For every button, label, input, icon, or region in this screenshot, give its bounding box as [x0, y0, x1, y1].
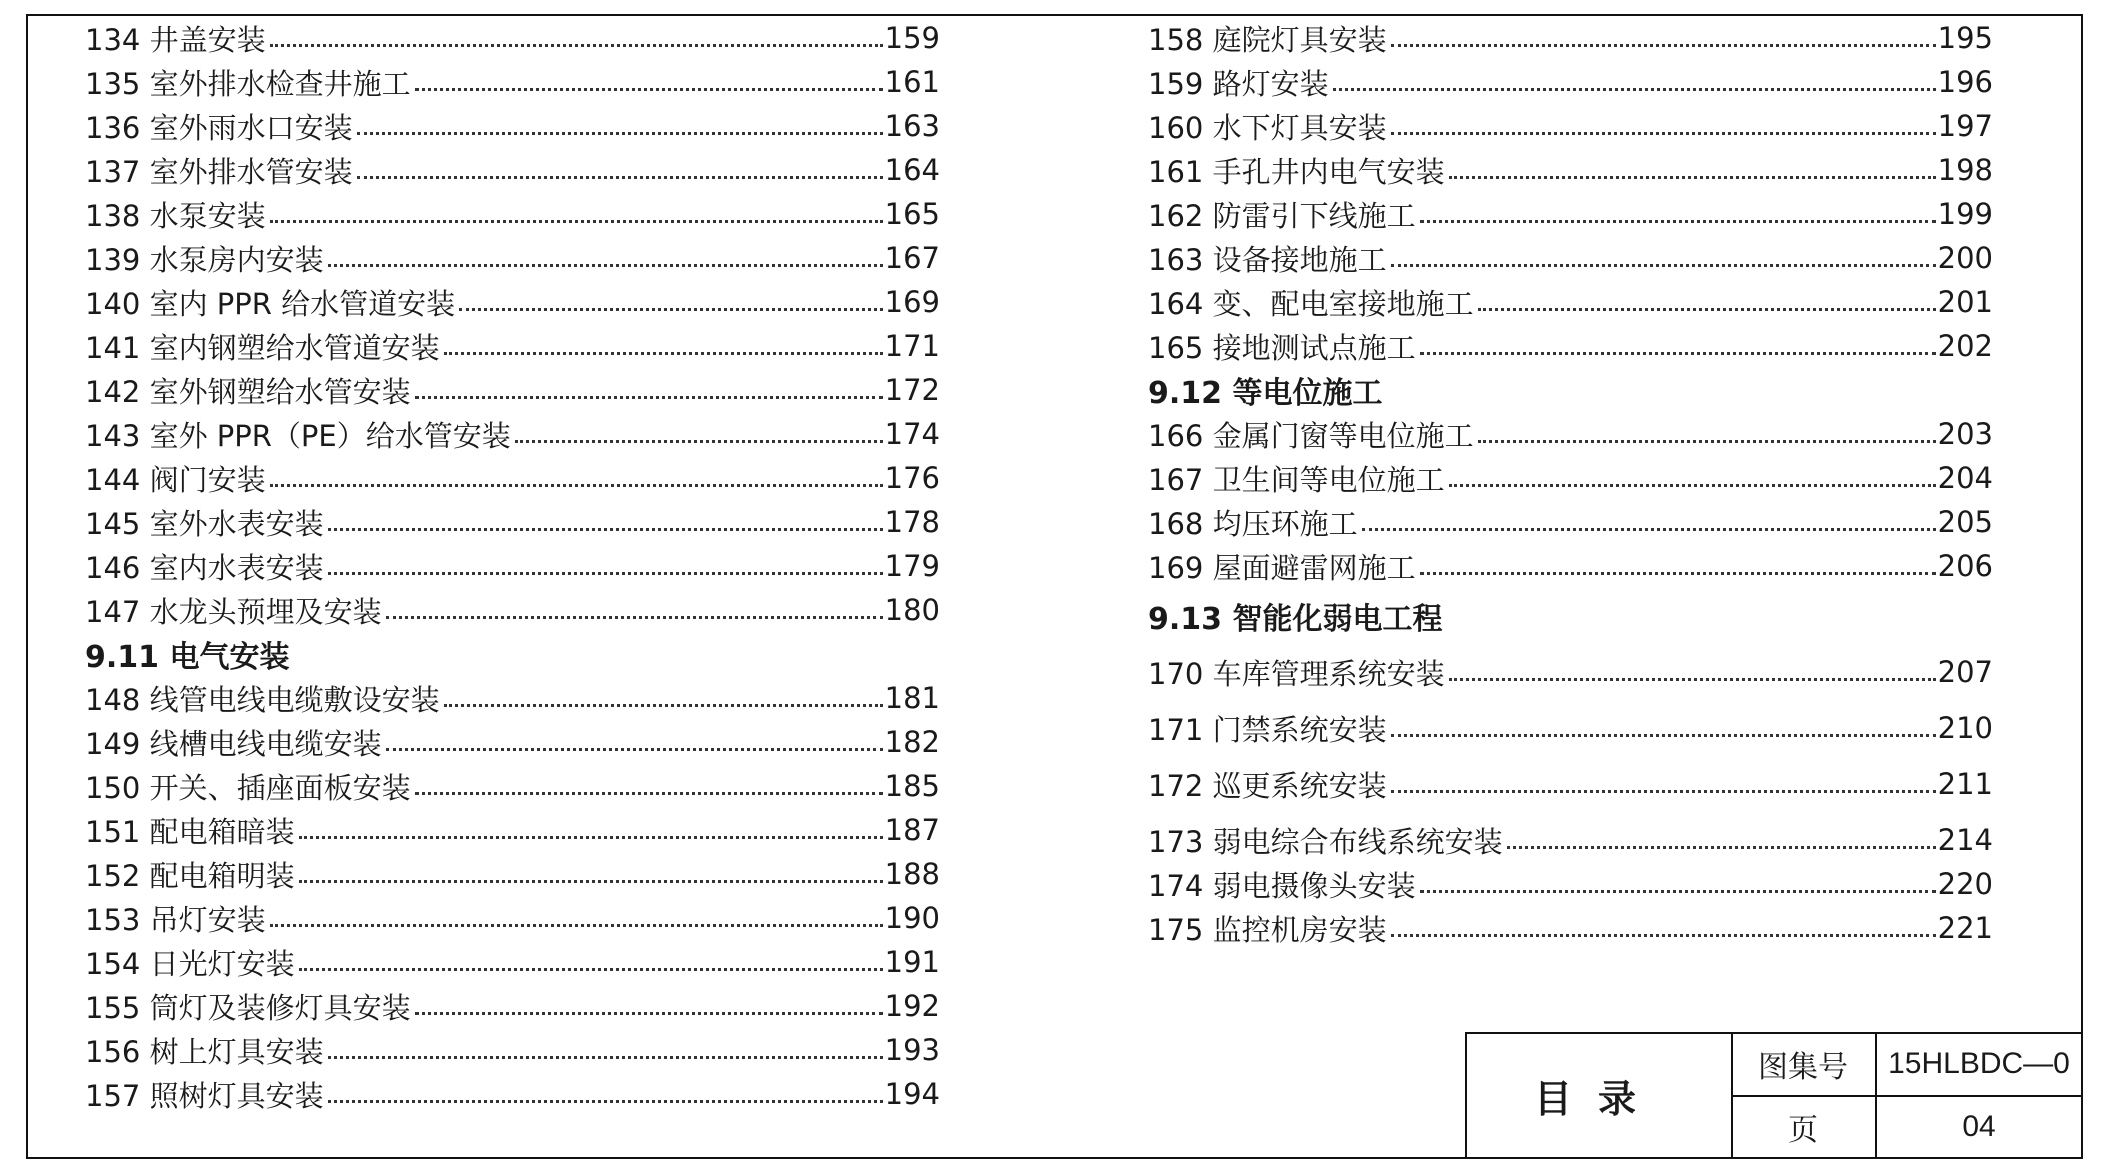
dot-leader: [328, 1056, 883, 1059]
toc-entry-page-number: 195: [1937, 21, 1993, 55]
toc-entry-page-number: 196: [1937, 65, 1993, 99]
toc-entry: [85, 896, 940, 940]
toc-entry-page-number: 181: [884, 681, 940, 715]
toc-entry-page-number: 185: [884, 769, 940, 803]
toc-entry-title: 174 弱电摄像头安装: [1148, 868, 1416, 903]
toc-entry-title: 137 室外排水管安装: [85, 154, 353, 189]
toc-entry-title: 150 开关、插座面板安装: [85, 770, 411, 805]
toc-entry: [1148, 60, 1993, 104]
toc-entry-page-number: 188: [884, 857, 940, 891]
toc-entry: [85, 280, 940, 324]
toc-entry-title: 147 水龙头预埋及安装: [85, 594, 382, 629]
toc-entry-page-number: 174: [884, 417, 940, 451]
toc-entry-title: 159 路灯安装: [1148, 66, 1329, 101]
toc-entry: [1148, 324, 1993, 368]
dot-leader: [444, 352, 883, 355]
toc-entry-title: 173 弱电综合布线系统安装: [1148, 824, 1503, 859]
toc-entry-title: 169 屋面避雷网施工: [1148, 550, 1416, 585]
toc-entry-page-number: 202: [1937, 329, 1993, 363]
toc-entry-title: 154 日光灯安装: [85, 946, 295, 981]
toc-entry-title: 142 室外钢塑给水管安装: [85, 374, 411, 409]
dot-leader: [1391, 132, 1936, 135]
toc-entry-title: 160 水下灯具安装: [1148, 110, 1387, 145]
dot-leader: [357, 176, 883, 179]
toc-entry: [85, 1028, 940, 1072]
toc-entry-title: 149 线槽电线电缆安装: [85, 726, 382, 761]
toc-entry-page-number: 179: [884, 549, 940, 583]
toc-entry: [1148, 16, 1993, 60]
toc-entry-title: 162 防雷引下线施工: [1148, 198, 1416, 233]
toc-entry-title: 164 变、配电室接地施工: [1148, 286, 1474, 321]
toc-entry-title: 144 阀门安装: [85, 462, 266, 497]
toc-left-column: [85, 16, 940, 1116]
toc-entry-page-number: 199: [1937, 197, 1993, 231]
dot-leader: [386, 748, 883, 751]
dot-leader: [1362, 528, 1936, 531]
dot-leader: [459, 308, 883, 311]
toc-entry-title: 152 配电箱明装: [85, 858, 295, 893]
dot-leader: [1391, 264, 1936, 267]
dot-leader: [328, 572, 883, 575]
toc-entry: [85, 544, 940, 588]
toc-entry: [85, 852, 940, 896]
toc-entry-page-number: 167: [884, 241, 940, 275]
dot-leader: [1391, 934, 1936, 937]
toc-entry-page-number: 210: [1937, 711, 1993, 745]
dot-leader: [444, 704, 883, 707]
toc-entry-title: 153 吊灯安装: [85, 902, 266, 937]
toc-entry-title: 175 监控机房安装: [1148, 912, 1387, 947]
toc-entry: [1148, 862, 1993, 906]
toc-entry-page-number: 203: [1937, 417, 1993, 451]
toc-entry: [85, 588, 940, 632]
toc-entry: [85, 368, 940, 412]
toc-entry-title: 171 门禁系统安装: [1148, 712, 1387, 747]
dot-leader: [515, 440, 883, 443]
toc-entry-page-number: 194: [884, 1077, 940, 1111]
toc-entry-title: 139 水泵房内安装: [85, 242, 324, 277]
toc-entry-title: 138 水泵安装: [85, 198, 266, 233]
dot-leader: [1391, 44, 1936, 47]
atlas-number-label: 图集号: [1758, 1050, 1848, 1085]
toc-entry-page-number: 206: [1937, 549, 1993, 583]
toc-entry-title: 167 卫生间等电位施工: [1148, 462, 1445, 497]
toc-entry-page-number: 220: [1937, 867, 1993, 901]
toc-entry-title: 141 室内钢塑给水管道安装: [85, 330, 440, 365]
toc-entry-page-number: 169: [884, 285, 940, 319]
toc-entry-page-number: 178: [884, 505, 940, 539]
toc-entry: [1148, 456, 1993, 500]
toc-entry-page-number: 164: [884, 153, 940, 187]
toc-entry-page-number: 163: [884, 109, 940, 143]
frame-right-line: [2081, 14, 2083, 1158]
dot-leader: [1391, 790, 1936, 793]
toc-entry-page-number: 207: [1937, 655, 1993, 689]
dot-leader: [270, 924, 883, 927]
toc-entry-page-number: 182: [884, 725, 940, 759]
toc-entry-title: 157 照树灯具安装: [85, 1078, 324, 1113]
toc-entry: [85, 148, 940, 192]
dot-leader: [1449, 484, 1936, 487]
toc-entry-title: 148 线管电线电缆敷设安装: [85, 682, 440, 717]
toc-entry-title: 163 设备接地施工: [1148, 242, 1387, 277]
toc-entry-title: 158 庭院灯具安装: [1148, 22, 1387, 57]
toc-entry-title: 166 金属门窗等电位施工: [1148, 418, 1474, 453]
toc-entry-page-number: 180: [884, 593, 940, 627]
page-label: 页: [1788, 1113, 1818, 1148]
dot-leader: [1507, 846, 1936, 849]
toc-entry-page-number: 205: [1937, 505, 1993, 539]
toc-entry: [85, 236, 940, 280]
toc-section-heading: 9.11 电气安装: [85, 640, 290, 675]
toc-entry: [1148, 412, 1993, 456]
dot-leader: [1420, 352, 1936, 355]
toc-entry-page-number: 159: [884, 21, 940, 55]
dot-leader: [328, 264, 883, 267]
dot-leader: [270, 484, 883, 487]
toc-entry: [85, 808, 940, 852]
toc-entry: [85, 192, 940, 236]
toc-entry-title: 146 室内水表安装: [85, 550, 324, 585]
dot-leader: [1333, 88, 1936, 91]
dot-leader: [1391, 734, 1936, 737]
toc-entry-page-number: 211: [1937, 767, 1993, 801]
toc-entry-title: 168 均压环施工: [1148, 506, 1358, 541]
toc-entry: [85, 456, 940, 500]
toc-entry: [85, 16, 940, 60]
dot-leader: [1478, 308, 1936, 311]
atlas-number-value: 15HLBDC—0: [1888, 1047, 2070, 1080]
toc-entry: [85, 720, 940, 764]
toc-section-heading: 9.13 智能化弱电工程: [1148, 602, 1443, 637]
toc-entry-title: 135 室外排水检查井施工: [85, 66, 411, 101]
toc-entry-title: 136 室外雨水口安装: [85, 110, 353, 145]
toc-entry: [1148, 104, 1993, 148]
toc-entry-title: 134 井盖安装: [85, 22, 266, 57]
dot-leader: [415, 792, 883, 795]
dot-leader: [270, 220, 883, 223]
dot-leader: [1449, 678, 1936, 681]
dot-leader: [299, 968, 883, 971]
toc-section-heading: 9.12 等电位施工: [1148, 376, 1383, 411]
toc-entry: [85, 940, 940, 984]
toc-entry: [85, 500, 940, 544]
toc-entry-page-number: 204: [1937, 461, 1993, 495]
toc-entry-title: 165 接地测试点施工: [1148, 330, 1416, 365]
toc-entry-title: 156 树上灯具安装: [85, 1034, 324, 1069]
toc-entry: [1148, 544, 1993, 588]
dot-leader: [415, 88, 883, 91]
dot-leader: [270, 44, 883, 47]
dot-leader: [328, 1100, 883, 1103]
dot-leader: [1420, 220, 1936, 223]
toc-entry-page-number: 221: [1937, 911, 1993, 945]
toc-entry-page-number: 192: [884, 989, 940, 1023]
dot-leader: [1420, 890, 1936, 893]
toc-entry-title: 140 室内 PPR 给水管道安装: [85, 286, 456, 321]
title-block: [1465, 1032, 2083, 1158]
toc-entry-page-number: 172: [884, 373, 940, 407]
toc-entry-title: 170 车库管理系统安装: [1148, 656, 1445, 691]
toc-entry: [1148, 236, 1993, 280]
dot-leader: [415, 396, 883, 399]
toc-entry: [85, 1072, 940, 1116]
dot-leader: [299, 836, 883, 839]
toc-entry-page-number: 201: [1937, 285, 1993, 319]
toc-entry: [1148, 148, 1993, 192]
toc-entry: [1148, 500, 1993, 544]
toc-entry-page-number: 197: [1937, 109, 1993, 143]
dot-leader: [415, 1012, 883, 1015]
toc-entry-title: 151 配电箱暗装: [85, 814, 295, 849]
toc-entry: [85, 984, 940, 1028]
dot-leader: [1420, 572, 1936, 575]
toc-entry: [1148, 906, 1993, 950]
toc-entry-title: 155 筒灯及装修灯具安装: [85, 990, 411, 1025]
dot-leader: [1478, 440, 1936, 443]
toc-entry-page-number: 161: [884, 65, 940, 99]
dot-leader: [328, 528, 883, 531]
toc-entry: [1148, 762, 1993, 806]
toc-entry-page-number: 187: [884, 813, 940, 847]
toc-right-column: [1148, 16, 1993, 950]
toc-entry-page-number: 193: [884, 1033, 940, 1067]
toc-entry: [85, 412, 940, 456]
toc-entry-page-number: 165: [884, 197, 940, 231]
toc-entry: [85, 764, 940, 808]
page-number-value: 04: [1962, 1110, 1996, 1143]
toc-entry-page-number: 171: [884, 329, 940, 363]
toc-entry: [85, 324, 940, 368]
dot-leader: [299, 880, 883, 883]
toc-entry-page-number: 214: [1937, 823, 1993, 857]
dot-leader: [386, 616, 883, 619]
toc-entry-page-number: 191: [884, 945, 940, 979]
title-block-title: 目录: [1533, 1076, 1662, 1121]
toc-entry-page-number: 190: [884, 901, 940, 935]
dot-leader: [1449, 176, 1936, 179]
toc-entry: [85, 60, 940, 104]
toc-entry-page-number: 200: [1937, 241, 1993, 275]
toc-entry: [1148, 650, 1993, 694]
toc-entry-title: 143 室外 PPR（PE）给水管安装: [85, 418, 511, 453]
toc-entry-page-number: 176: [884, 461, 940, 495]
toc-entry-title: 172 巡更系统安装: [1148, 768, 1387, 803]
toc-entry: [1148, 280, 1993, 324]
toc-entry: [85, 676, 940, 720]
toc-entry: [1148, 192, 1993, 236]
toc-entry: [85, 104, 940, 148]
dot-leader: [357, 132, 883, 135]
toc-entry: [1148, 818, 1993, 862]
toc-entry-title: 145 室外水表安装: [85, 506, 324, 541]
toc-entry-title: 161 手孔井内电气安装: [1148, 154, 1445, 189]
toc-entry-page-number: 198: [1937, 153, 1993, 187]
frame-left-line: [26, 14, 28, 1158]
toc-entry: [1148, 706, 1993, 750]
